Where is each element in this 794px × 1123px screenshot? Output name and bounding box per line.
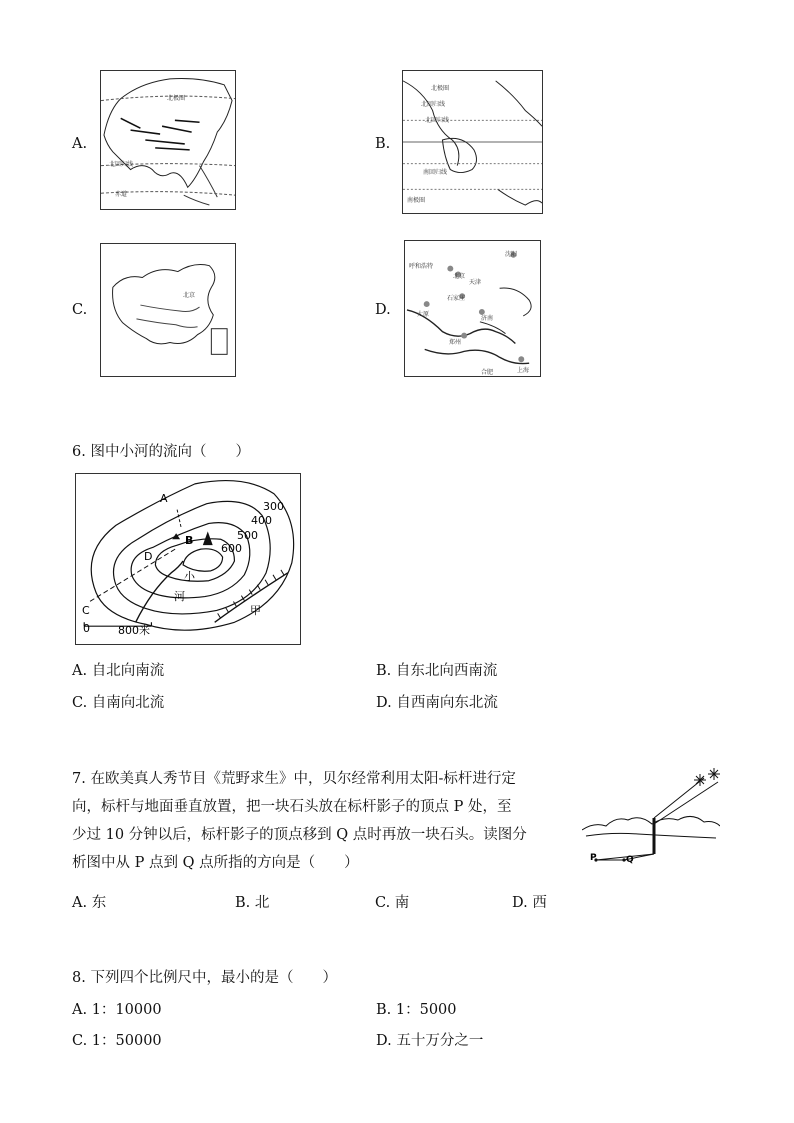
q7-stem-line-2: 向，标杆与地面垂直放置，把一块石头放在标杆影子的顶点 P 处，至 [72,799,512,815]
scale-zero-label: 0 [83,622,90,635]
contour-label-500: 500 [237,529,258,542]
q7-option-d[interactable]: D. 西 [512,895,547,911]
option-d-letter: D. [375,302,391,318]
map-pacific-label-2: 北回归线 [421,101,446,108]
map-china-label-1: 北京 [183,292,196,299]
q7-option-c[interactable]: C. 南 [375,895,410,911]
contour-label-400: 400 [251,514,272,527]
map-nc-label-1: 沈阳 [505,251,518,258]
point-a-label: A [160,492,168,505]
map-nc-label-7: 济南 [481,315,494,322]
q6-option-a[interactable]: A. 自北向南流 [72,663,165,679]
map-pacific-graphic [403,71,542,213]
q6-option-b[interactable]: B. 自东北向西南流 [376,663,498,679]
map-pacific-label-3: 北回归线 [425,117,450,124]
map-asia-label-2: 北回归线 [109,161,134,168]
map-nc-label-2: 呼和浩特 [409,263,434,270]
q7-stem-line-3: 少过 10 分钟以后，标杆影子的顶点移到 Q 点时再放一块石头。读图分 [72,827,527,843]
cliff-label: 甲 [250,604,261,617]
contour-map [75,473,301,645]
map-nc-label-5: 石家庄 [447,295,466,302]
q7-option-a[interactable]: A. 东 [72,895,107,911]
option-b-letter: B. [375,136,391,152]
q6-option-c[interactable]: C. 自南向北流 [72,695,165,711]
option-c-letter: C. [72,302,88,318]
q8-option-d[interactable]: D. 五十万分之一 [376,1033,484,1049]
sun-pole-graphic [582,762,720,868]
map-nc-label-3: 北京 [453,273,466,280]
map-nc-label-4: 天津 [469,279,482,286]
contour-label-600: 600 [221,542,242,555]
map-nc-label-9: 合肥 [481,369,494,376]
q7-stem-line-4: 析图中从 P 点到 Q 点所指的方向是（ ） [72,855,359,871]
river-label-2: 河 [174,590,185,603]
q8-option-b[interactable]: B. 1：5000 [376,1002,457,1018]
scale-value-label: 800米 [118,624,150,637]
map-asia-label-3: 赤道 [115,191,128,198]
contour-label-300: 300 [263,500,284,513]
map-pacific [402,70,543,214]
sun-pole-figure [582,762,720,868]
q6-stem: 6. 图中小河的流向（ ） [72,444,250,460]
map-asia [100,70,236,210]
point-b-label: B [185,534,194,547]
figure-p-label: P [590,853,597,863]
map-china-graphic [101,244,235,376]
map-pacific-label-1: 北极圈 [431,85,450,92]
map-nc-label-6: 太原 [417,311,430,318]
figure-q-label: Q [626,855,634,865]
river-label-1: 小 [184,570,195,583]
map-nc-label-10: 上海 [517,367,530,374]
q6-option-d[interactable]: D. 自西南向东北流 [376,695,498,711]
point-c-label: C [82,604,90,617]
point-d-label: D [144,550,153,563]
q8-stem: 8. 下列四个比例尺中，最小的是（ ） [72,970,337,986]
map-asia-label-1: 北极圈 [167,95,186,102]
map-nc-label-8: 郑州 [449,339,462,346]
map-north-china [404,240,541,377]
map-pacific-label-5: 南极圈 [407,197,426,204]
map-pacific-label-4: 南回归线 [423,169,448,176]
q8-option-a[interactable]: A. 1：10000 [72,1002,162,1018]
option-a-letter: A. [72,136,88,152]
map-china [100,243,236,377]
q7-option-b[interactable]: B. 北 [235,895,270,911]
q7-stem-line-1: 7. 在欧美真人秀节目《荒野求生》中，贝尔经常利用太阳-标杆进行定 [72,771,516,787]
q8-option-c[interactable]: C. 1：50000 [72,1033,162,1049]
